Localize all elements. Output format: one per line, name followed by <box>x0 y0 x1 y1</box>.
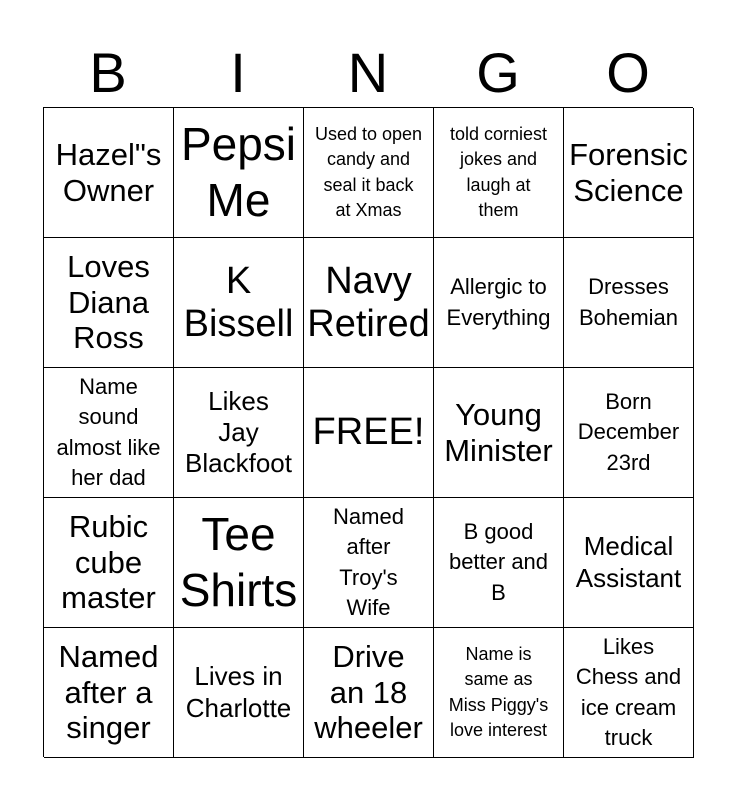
cell-text: Used to open candy and seal it back at Xmas <box>314 124 423 220</box>
cell-text: Lives in Charlotte <box>185 661 292 723</box>
cell-text: Rubic cube master <box>61 509 156 616</box>
cell-text: K Bissell <box>183 259 294 345</box>
bingo-free-cell[interactable] <box>304 368 434 498</box>
bingo-cell[interactable] <box>44 628 174 758</box>
bingo-cell[interactable] <box>174 498 304 628</box>
cell-text: Loves Diana Ross <box>67 249 150 356</box>
bingo-cell[interactable] <box>304 628 434 758</box>
bingo-cell[interactable] <box>174 238 304 368</box>
header-letter-i: I <box>230 41 246 104</box>
bingo-cell[interactable] <box>564 238 694 368</box>
bingo-cell[interactable] <box>564 108 694 238</box>
cell-text: Navy Retired <box>307 259 430 345</box>
cell-text: Pepsi Me <box>180 118 297 226</box>
cell-text: Name sound almost like her dad <box>56 373 161 490</box>
bingo-cell[interactable] <box>304 498 434 628</box>
bingo-cell[interactable] <box>304 238 434 368</box>
bingo-cell[interactable] <box>174 628 304 758</box>
bingo-cell[interactable] <box>434 498 564 628</box>
bingo-cell[interactable] <box>44 498 174 628</box>
bingo-cell[interactable] <box>44 368 174 498</box>
bingo-cell[interactable] <box>174 108 304 238</box>
header-letter-b: B <box>89 41 127 104</box>
cell-text: Hazel"s Owner <box>55 136 162 208</box>
bingo-cell[interactable] <box>564 628 694 758</box>
cell-text: B good better and B <box>448 518 549 605</box>
cell-text: Born December 23rd <box>577 388 680 475</box>
cell-text: Allergic to Everything <box>446 274 551 330</box>
bingo-cell[interactable] <box>434 108 564 238</box>
header-letter-g: G <box>476 41 520 104</box>
cell-text: Likes Chess and ice cream truck <box>575 633 682 750</box>
cell-text: Tee Shirts <box>179 508 298 616</box>
bingo-cell[interactable] <box>434 368 564 498</box>
bingo-cell[interactable] <box>174 368 304 498</box>
cell-text: Named after a singer <box>58 639 159 746</box>
header-letter-n: N <box>347 41 389 104</box>
cell-text: Drive an 18 wheeler <box>314 639 423 746</box>
cell-text: told corniest jokes and laugh at them <box>449 124 548 220</box>
cell-text: FREE! <box>312 411 425 454</box>
bingo-header <box>43 40 693 106</box>
cell-text: Dresses Bohemian <box>578 274 679 330</box>
cell-text: Young Minister <box>444 396 553 468</box>
bingo-cell[interactable] <box>564 498 694 628</box>
cell-text: Name is same as Miss Piggy's love interest <box>448 644 549 740</box>
cell-text: Named after Troy's Wife <box>333 503 404 620</box>
bingo-cell[interactable] <box>564 368 694 498</box>
bingo-cell[interactable] <box>44 108 174 238</box>
bingo-cell[interactable] <box>44 238 174 368</box>
bingo-board <box>43 107 693 757</box>
header-letter-o: O <box>606 41 650 104</box>
cell-text: Medical Assistant <box>575 531 682 593</box>
bingo-cell[interactable] <box>434 628 564 758</box>
bingo-cell[interactable] <box>434 238 564 368</box>
bingo-cell[interactable] <box>304 108 434 238</box>
cell-text: Likes Jay Blackfoot <box>185 385 292 479</box>
cell-text: Forensic Science <box>569 136 688 208</box>
